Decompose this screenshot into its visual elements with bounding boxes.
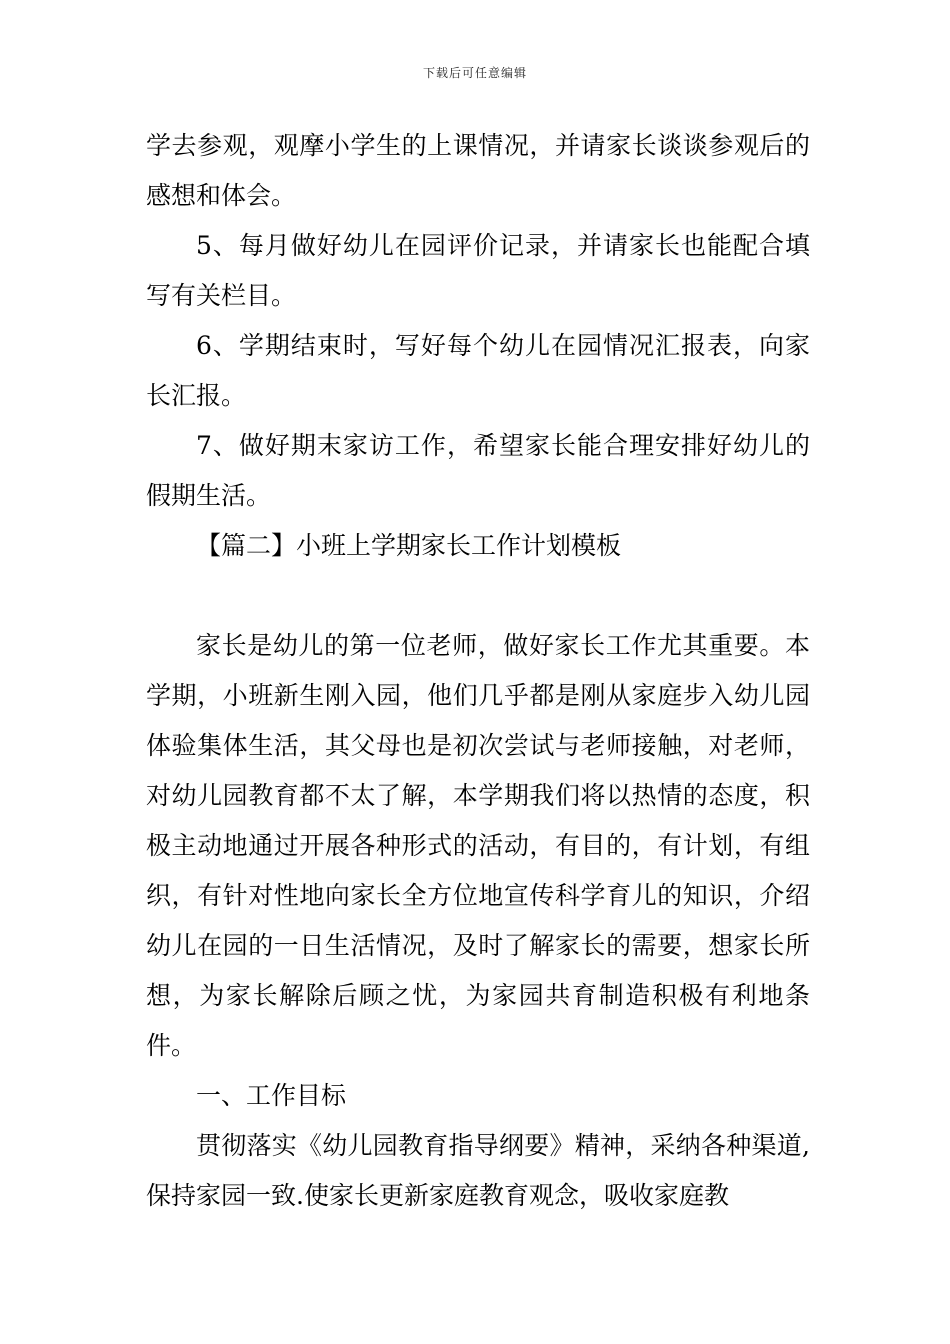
paragraph-goals: 贯彻落实《幼儿园教育指导纲要》精神，采纳各种渠道,保持家园一致.使家长更新家庭教育观念，吸收家庭教 — [146, 1131, 810, 1210]
page-header: 下载后可任意编辑 — [422, 66, 527, 80]
spacer — [146, 571, 810, 621]
section-title: 【篇二】小班上学期家长工作计划模板 — [196, 531, 622, 560]
paragraph-continued: 学去参观，观摩小学生的上课情况，并请家长谈谈参观后的感想和体会。 — [146, 131, 810, 210]
paragraph-item-6: 6、学期结束时，写好每个幼儿在园情况汇报表，向家长汇报。 — [146, 331, 810, 410]
heading-work-goals: 一、工作目标 — [196, 1081, 347, 1110]
paragraph-intro: 家长是幼儿的第一位老师，做好家长工作尤其重要。本学期，小班新生刚入园，他们几乎都是刚从家庭步入幼儿园体验集体生活，其父母也是初次尝试与老师接触，对老师，对幼儿园教育都不太了解，本学期我们将以热情的态度，积极主动地通过开展各种形式的活动，有目的，有计划，有组织，有针对性地向家长全方位地宣传科学育儿的知识，介绍幼儿在园的一日生活情况，及时了解家长的需要，想家长所想，为家长解除后顾之忧，为家园共育制造积极有利地条件。 — [146, 631, 810, 1060]
paragraph-item-7: 7、做好期末家访工作，希望家长能合理安排好幼儿的假期生活。 — [146, 431, 810, 510]
document-body — [146, 121, 810, 1221]
paragraph-item-5: 5、每月做好幼儿在园评价记录，并请家长也能配合填写有关栏目。 — [146, 231, 810, 310]
